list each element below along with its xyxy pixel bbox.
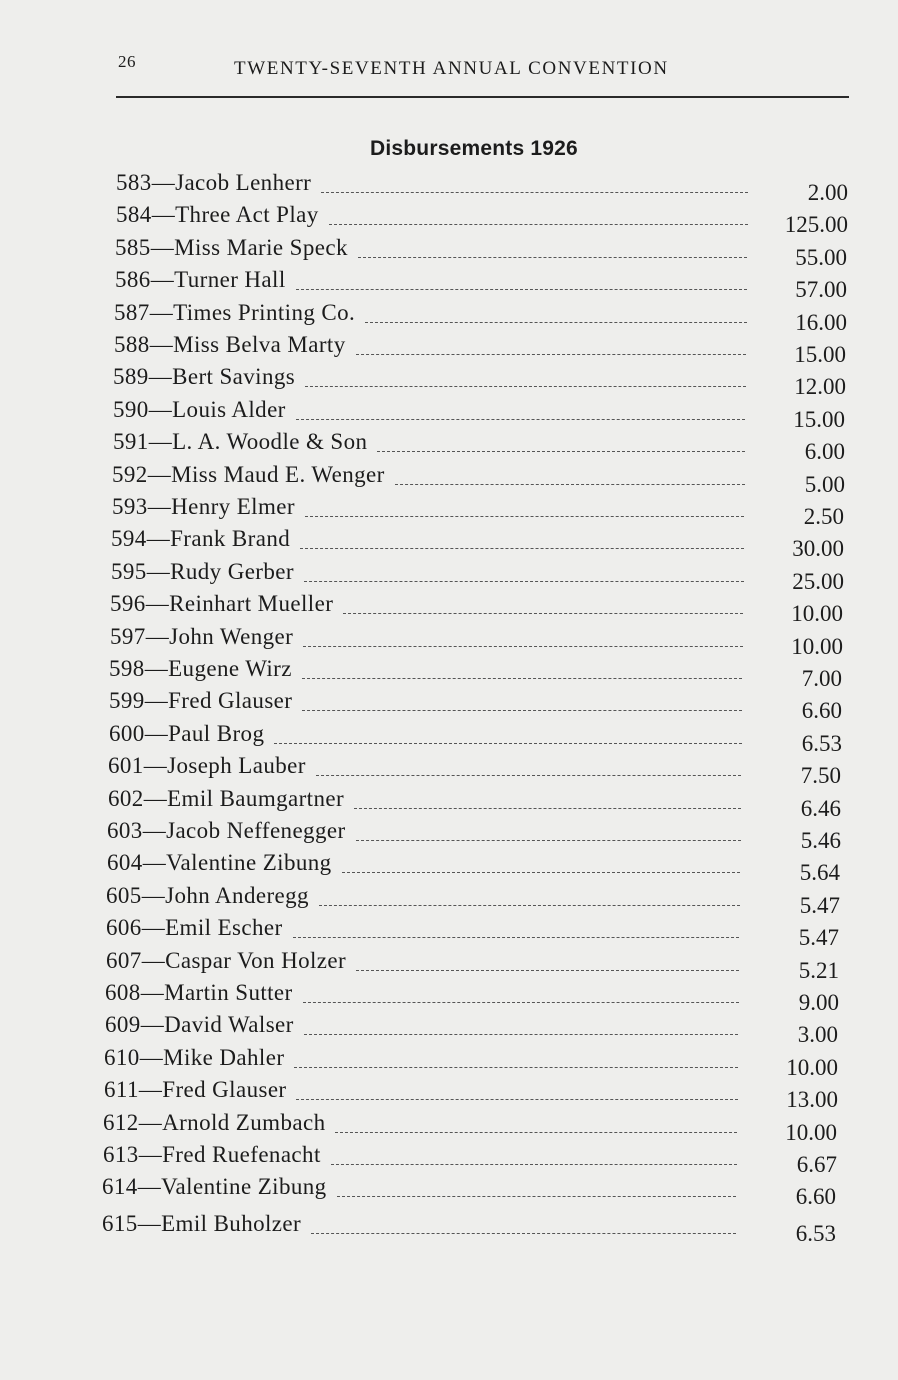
entry-amount: 13.00 xyxy=(786,1087,838,1112)
dotted-leader xyxy=(342,872,740,873)
dotted-leader xyxy=(304,581,744,582)
entry-label: 604—Valentine Zibung xyxy=(107,850,332,875)
dotted-leader xyxy=(316,775,741,776)
entry-label: 602—Emil Baumgartner xyxy=(108,786,345,811)
entry-label: 590—Louis Alder xyxy=(113,397,286,422)
disbursement-entry xyxy=(102,1211,836,1245)
entry-amount: 6.60 xyxy=(801,698,842,723)
entry-label: 584—Three Act Play xyxy=(116,202,319,227)
dotted-leader xyxy=(302,678,742,679)
entry-label: 595—Rudy Gerber xyxy=(111,559,294,584)
entry-amount: 6.67 xyxy=(796,1152,837,1177)
entry-label: 593—Henry Elmer xyxy=(112,494,295,519)
disbursement-entry xyxy=(110,624,843,658)
entry-label: 613—Fred Ruefenacht xyxy=(103,1142,321,1167)
disbursement-entry xyxy=(104,1077,838,1111)
entry-amount: 6.53 xyxy=(795,1221,836,1246)
disbursement-entry xyxy=(113,429,845,463)
entry-amount: 3.00 xyxy=(797,1022,838,1047)
disbursement-entry xyxy=(109,721,842,755)
dotted-leader xyxy=(296,419,745,420)
entry-label: 591—L. A. Woodle & Son xyxy=(113,429,368,454)
disbursement-entry xyxy=(111,526,844,560)
dotted-leader xyxy=(343,613,743,614)
disbursement-entry xyxy=(111,559,844,593)
disbursement-entry xyxy=(106,915,839,949)
dotted-leader xyxy=(296,1099,738,1100)
dotted-leader xyxy=(337,1196,736,1197)
entry-amount: 55.00 xyxy=(795,245,847,270)
entry-label: 600—Paul Brog xyxy=(109,721,265,746)
entry-label: 598—Eugene Wirz xyxy=(109,656,292,681)
disbursement-entry xyxy=(110,591,843,625)
dotted-leader xyxy=(305,386,746,387)
entry-label: 588—Miss Belva Marty xyxy=(114,332,346,357)
disbursement-entry xyxy=(113,397,845,431)
entry-label: 586—Turner Hall xyxy=(115,267,286,292)
dotted-leader xyxy=(296,289,747,290)
entry-label: 612—Arnold Zumbach xyxy=(103,1110,326,1135)
entry-amount: 5.47 xyxy=(799,893,840,918)
disbursement-entry xyxy=(112,494,844,528)
dotted-leader xyxy=(293,937,739,938)
dotted-leader xyxy=(358,257,747,258)
dotted-leader xyxy=(354,808,741,809)
disbursement-entry xyxy=(108,786,841,820)
entry-amount: 9.00 xyxy=(798,990,839,1015)
entry-amount: 10.00 xyxy=(785,1120,837,1145)
running-head: TWENTY-SEVENTH ANNUAL CONVENTION xyxy=(234,58,669,79)
disbursement-entry xyxy=(105,1012,838,1046)
entry-label: 589—Bert Savings xyxy=(113,364,296,389)
entry-amount: 5.47 xyxy=(798,925,839,950)
dotted-leader xyxy=(329,224,748,225)
entry-amount: 10.00 xyxy=(791,601,843,626)
entry-amount: 10.00 xyxy=(791,634,843,659)
entry-amount: 6.46 xyxy=(800,796,841,821)
dotted-leader xyxy=(395,484,745,485)
disbursement-entry xyxy=(109,688,842,722)
dotted-leader xyxy=(365,322,747,323)
entry-amount: 10.00 xyxy=(786,1055,838,1080)
dotted-leader xyxy=(377,451,745,452)
page-number: 26 xyxy=(118,52,136,71)
dotted-leader xyxy=(302,710,742,711)
dotted-leader xyxy=(303,1002,739,1003)
entry-label: 608—Martin Sutter xyxy=(105,980,293,1005)
dotted-leader xyxy=(356,354,746,355)
entry-label: 596—Reinhart Mueller xyxy=(110,591,334,616)
entry-label: 592—Miss Maud E. Wenger xyxy=(112,462,385,487)
dotted-leader xyxy=(331,1164,737,1165)
entry-amount: 5.46 xyxy=(800,828,841,853)
entry-amount: 6.53 xyxy=(801,731,842,756)
entry-label: 611—Fred Glauser xyxy=(104,1077,287,1102)
disbursement-entry xyxy=(108,753,841,787)
entry-amount: 16.00 xyxy=(795,310,847,335)
disbursement-entry xyxy=(102,1174,836,1208)
disbursement-entry xyxy=(112,462,845,496)
disbursement-entry xyxy=(103,1142,837,1176)
entry-label: 585—Miss Marie Speck xyxy=(115,235,348,260)
dotted-leader xyxy=(319,905,740,906)
disbursement-entry xyxy=(103,1110,837,1144)
dotted-leader xyxy=(311,1233,736,1234)
entry-amount: 6.60 xyxy=(795,1184,836,1209)
entry-amount: 12.00 xyxy=(794,374,846,399)
disbursement-entry xyxy=(109,656,842,690)
entry-label: 606—Emil Escher xyxy=(106,915,283,940)
entry-label: 607—Caspar Von Holzer xyxy=(106,948,347,973)
disbursement-entry xyxy=(106,883,840,917)
dotted-leader xyxy=(294,1067,738,1068)
entry-amount: 57.00 xyxy=(795,277,847,302)
entry-label: 609—David Walser xyxy=(105,1012,294,1037)
entry-amount: 15.00 xyxy=(793,407,845,432)
dotted-leader xyxy=(356,970,739,971)
dotted-leader xyxy=(300,548,744,549)
dotted-leader xyxy=(305,516,744,517)
entry-amount: 7.00 xyxy=(801,666,842,691)
entry-amount: 25.00 xyxy=(792,569,844,594)
entry-label: 597—John Wenger xyxy=(110,624,294,649)
dotted-leader xyxy=(356,840,741,841)
entry-label: 603—Jacob Neffenegger xyxy=(107,818,346,843)
disbursement-entry xyxy=(116,170,848,204)
entry-label: 614—Valentine Zibung xyxy=(102,1174,327,1199)
entry-amount: 125.00 xyxy=(784,212,848,237)
entry-label: 615—Emil Buholzer xyxy=(102,1211,302,1236)
disbursement-entry xyxy=(106,948,839,982)
entry-label: 587—Times Printing Co. xyxy=(114,300,356,325)
dotted-leader xyxy=(304,1034,738,1035)
disbursement-entry xyxy=(107,818,841,852)
disbursement-entry xyxy=(115,235,847,269)
section-title: Disbursements 1926 xyxy=(370,137,578,160)
disbursement-entry xyxy=(114,332,846,366)
entry-amount: 2.00 xyxy=(807,180,848,205)
dotted-leader xyxy=(335,1132,737,1133)
entry-label: 599—Fred Glauser xyxy=(109,688,293,713)
entry-amount: 2.50 xyxy=(803,504,844,529)
entry-label: 601—Joseph Lauber xyxy=(108,753,306,778)
dotted-leader xyxy=(274,743,742,744)
disbursement-entry xyxy=(114,300,847,334)
disbursement-entry xyxy=(115,267,847,301)
entry-amount: 30.00 xyxy=(792,536,844,561)
disbursement-entry xyxy=(104,1045,838,1079)
entry-amount: 5.64 xyxy=(799,860,840,885)
disbursement-entry xyxy=(107,850,840,884)
disbursement-entry xyxy=(113,364,846,398)
entry-label: 594—Frank Brand xyxy=(111,526,291,551)
entry-amount: 5.21 xyxy=(798,958,839,983)
entry-label: 583—Jacob Lenherr xyxy=(116,170,312,195)
dotted-leader xyxy=(321,192,748,193)
dotted-leader xyxy=(303,646,743,647)
disbursement-entry xyxy=(105,980,839,1014)
entry-amount: 7.50 xyxy=(800,763,841,788)
entry-amount: 15.00 xyxy=(794,342,846,367)
entry-amount: 6.00 xyxy=(804,439,845,464)
entry-label: 605—John Anderegg xyxy=(106,883,309,908)
entry-label: 610—Mike Dahler xyxy=(104,1045,285,1070)
disbursement-entry xyxy=(116,202,848,236)
entry-amount: 5.00 xyxy=(804,472,845,497)
